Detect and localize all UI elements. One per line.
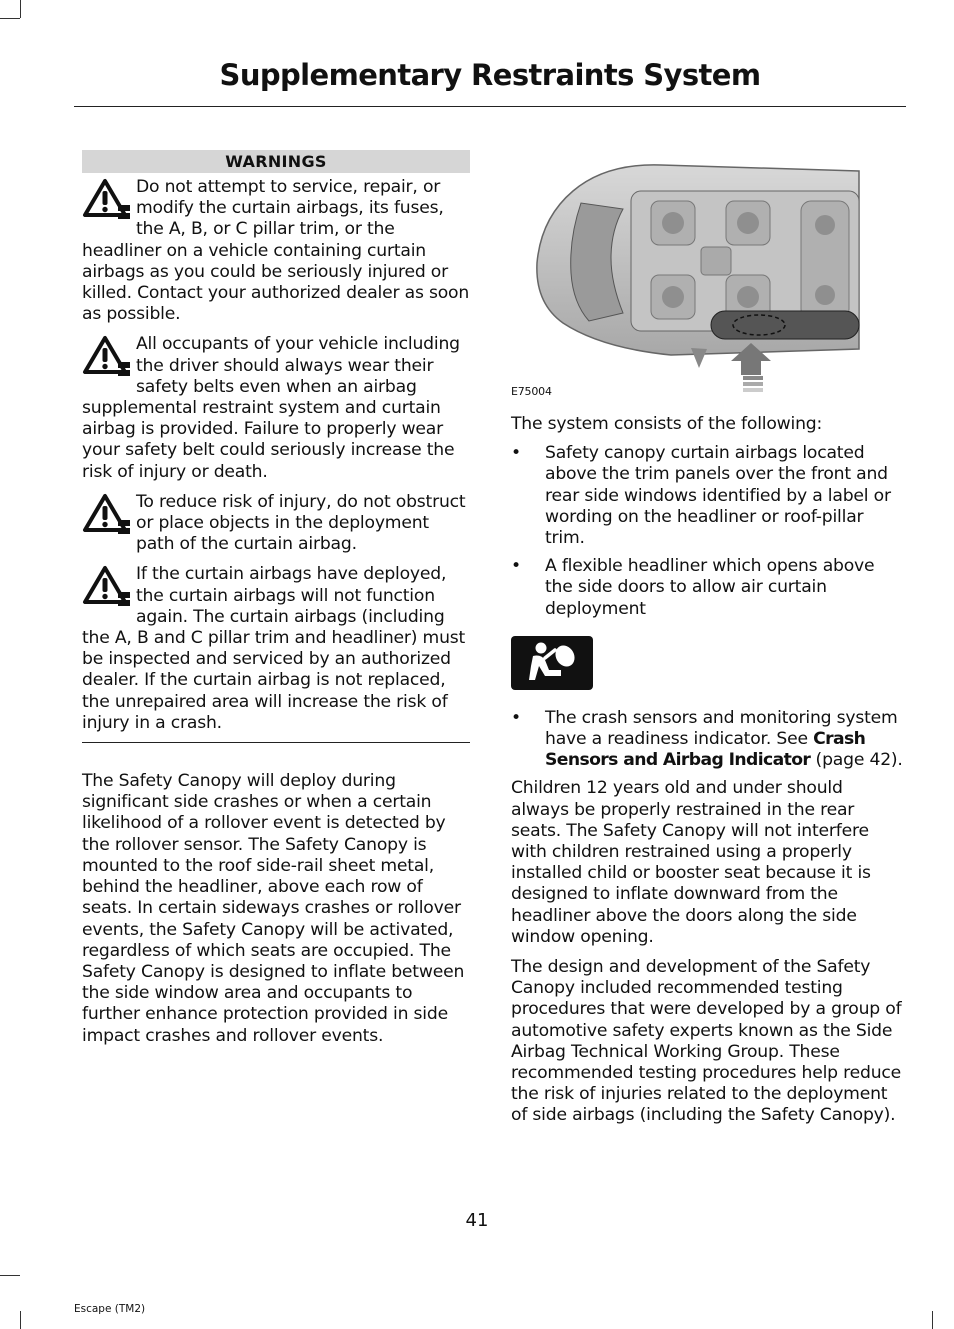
arrow-base-stripes-icon [733,376,773,398]
warning-item [82,177,470,325]
list-item [511,443,903,549]
warning-triangle-icon [82,335,132,377]
warning-triangle-icon [82,493,132,535]
crop-mark [0,1275,20,1276]
warning-triangle-icon [82,178,132,220]
warning-text: All occupants of your vehicle including the driver should always wear their safety belts even when an airbag supplemental restraint system and curtain airbag is provided. Failure to properly wear your safety belt could seriously increase the risk of injury or death. [82,334,460,482]
warning-item [82,334,470,482]
warnings-end-rule [82,742,470,743]
vehicle-airbag-figure [511,143,903,398]
list-item [511,556,903,620]
footer-text: Escape (TM2) [74,1303,146,1315]
warning-text: To reduce risk of injury, do not obstruct or place objects in the deployment path of the curtain airbag. [136,491,466,555]
warning-triangle-icon [82,565,132,607]
warning-item [82,564,470,734]
safety-canopy-paragraph: The Safety Canopy will deploy during significant side crashes or when a certain likelihood of a rollover event is detected by the rollover sensor. The Safety Canopy is mounted to the roof side-rail sheet metal, behind the headliner, above each row of seats. In certain sideways crashes or rollover events, the Safety Canopy will be activated, regardless of which seats are occupied. The Safety Canopy is designed to inflate between the side window area and occupants to further enhance protection provided in side impact crashes and rollover events. [82,771,465,1046]
system-intro: The system consists of the following: [511,414,823,434]
children-paragraph: Children 12 years old and under should always be properly restrained in the rear seats. The Safety Canopy will not interfere with children restrained using a properly installed child or booster seat because it is designed to inflate downward from the headliner above the doors along the side window opening. [511,778,871,947]
design-paragraph: The design and development of the Safety Canopy included recommended testing procedures that were developed by a group of automotive safety experts known as the Side Airbag Technical Working Group. These recommended testing procedures help reduce the risk of injuries related to the deployment of side airbags (including the Safety Canopy). [511,957,902,1126]
sensor-list [511,708,903,772]
crop-mark [0,18,20,19]
page-number: 41 [465,1210,489,1231]
list-item [511,708,903,772]
figure-label: E75004 [511,385,552,398]
sensor-text-after: (page 42). [810,750,903,771]
title-rule [74,106,906,107]
warning-text: If the curtain airbags have deployed, the curtain airbags will not function again. The curtain airbags (including the A, B and C pillar trim and headliner) must be inspected and serviced by an authorized dealer. If the curtain airbag is not replaced, the unrepaired area will increase the risk of injury in a crash. [82,564,466,733]
bullet-symbol: • [511,707,521,728]
airbag-passenger-icon [511,636,593,690]
page-title: Supplementary Restraints System [219,58,761,92]
airbag-indicator-symbol [511,636,593,690]
warning-item [82,492,470,556]
vehicle-top-view-illustration [511,143,903,378]
crop-mark [932,1311,933,1329]
bullet-symbol: • [511,556,521,577]
warning-text: Do not attempt to service, repair, or modify the curtain airbags, its fuses, the A, B, or C pillar trim, or the headliner on a vehicle containing curtain airbags as you could be seriously injured or killed. Contact your authorized dealer as soon as possible. [82,177,470,325]
sensor-text-before: The crash sensors and monitoring system have a readiness indicator. See [545,707,898,750]
warnings-heading: WARNINGS [82,150,470,173]
bullet-symbol: • [511,443,521,464]
crash-sensors-reference-link[interactable]: Crash Sensors and Airbag Indicator [545,729,866,771]
crop-mark [20,1311,21,1329]
crop-mark [20,0,21,18]
right-column [511,143,903,1127]
list-item-text: Safety canopy curtain airbags located above the trim panels over the front and rear side windows identified by a label or wording on the headliner or roof-pillar trim. [545,443,891,549]
left-column [82,150,470,1047]
system-components-list [511,443,903,620]
list-item-text: A flexible headliner which opens above the side doors to allow air curtain deployment [545,556,875,619]
